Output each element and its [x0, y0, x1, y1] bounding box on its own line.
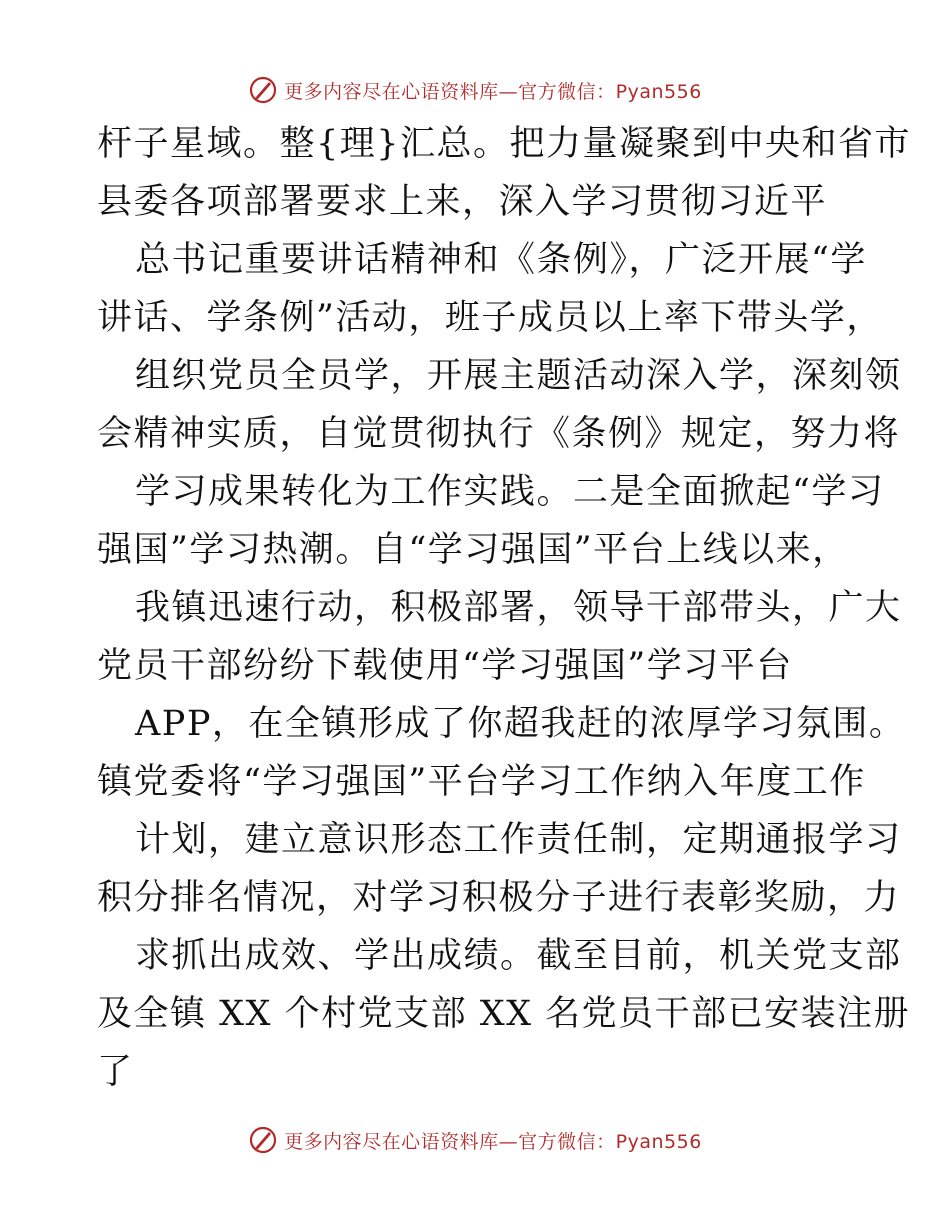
body-line-8: 强国”学习热潮。自“学习强国”平台上线以来， — [97, 530, 849, 570]
body-line-7: 学习成果转化为工作实践。二是全面掀起“学习 — [135, 472, 885, 512]
body-line-3: 总书记重要讲话精神和《条例》，广泛开展“学 — [135, 240, 867, 280]
document-body — [0, 124, 950, 1104]
body-line-10: 党员干部纷纷下载使用“学习强国”学习平台 — [97, 646, 793, 686]
body-line-2: 县委各项部署要求上来，深入学习贯彻习近平 — [97, 182, 828, 222]
quill-logo-icon — [248, 1125, 278, 1155]
footer-watermark-banner — [0, 1120, 950, 1160]
body-line-5: 组织党员全员学，开展主题活动深入学，深刻领 — [135, 356, 902, 396]
body-line-12: 镇党委将“学习强国”平台学习工作纳入年度工作 — [97, 762, 866, 802]
footer-banner-handle: Pyan556 — [615, 1130, 702, 1153]
header-banner-handle: Pyan556 — [615, 80, 702, 103]
body-line-4: 讲话、学条例”活动，班子成员以上率下带头学， — [97, 298, 883, 338]
body-line-13: 计划，建立意识形态工作责任制，定期通报学习 — [135, 820, 902, 860]
body-line-11: APP，在全镇形成了你超我赶的浓厚学习氛围。 — [135, 704, 906, 744]
header-watermark-banner — [0, 70, 950, 110]
body-line-6: 会精神实质，自觉贯彻执行《条例》规定，努力将 — [97, 414, 901, 454]
body-line-1: 杆子星域。整{理}汇总。把力量凝聚到中央和省市 — [97, 124, 912, 164]
body-line-16: 及全镇 XX 个村党支部 XX 名党员干部已安装注册 — [97, 994, 911, 1034]
quill-logo-icon — [248, 75, 278, 105]
footer-banner-label: 更多内容尽在心语资料库—官方微信： — [284, 1130, 616, 1153]
body-line-17: 了 — [97, 1052, 134, 1092]
body-line-9: 我镇迅速行动，积极部署，领导干部带头，广大 — [135, 588, 902, 628]
footer-banner-text — [284, 1127, 702, 1154]
body-line-15: 求抓出成效、学出成绩。截至目前，机关党支部 — [135, 936, 902, 976]
header-banner-text — [284, 77, 702, 104]
body-line-14: 积分排名情况，对学习积极分子进行表彰奖励，力 — [97, 878, 901, 918]
header-banner-label: 更多内容尽在心语资料库—官方微信： — [284, 80, 616, 103]
